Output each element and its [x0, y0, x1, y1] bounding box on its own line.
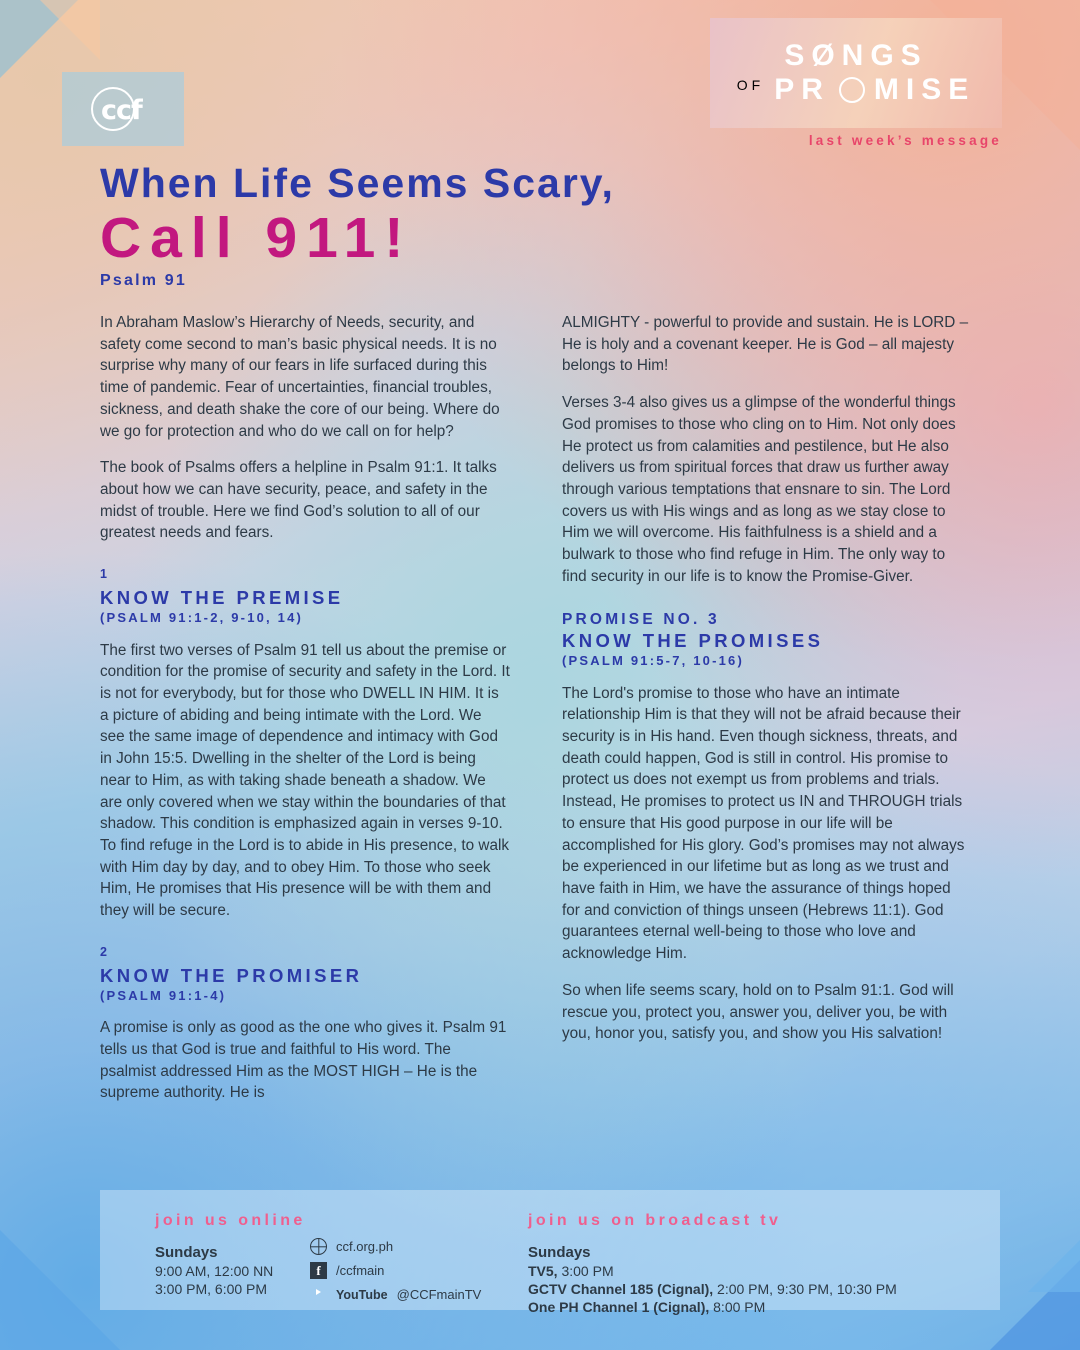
footer-broadcast-line-2: [528, 1281, 897, 1297]
songs-of-promise-logo: [710, 18, 1002, 128]
footer-social-links: [310, 1238, 481, 1310]
section-know-the-premise: [100, 566, 510, 922]
page-title-line2: Call 911!: [100, 206, 413, 270]
section-2-number: 2: [100, 944, 109, 959]
youtube-icon: [310, 1286, 327, 1303]
footer: [100, 1190, 1000, 1315]
globe-icon: [310, 1238, 327, 1255]
footer-link-youtube[interactable]: [310, 1286, 481, 1303]
right-paragraph-2: Verses 3-4 also gives us a glimpse of the wonderful things God promises to those who cling on to Him. Not only does He protect us from calamities and pestilence, but He also delivers us from spiritual forces that draw us further away through various temptations that ensnare to sin. The Lord covers us with His wings and as long as we stay close to Him we will overcome. His faithfulness is a shield and a bulwark to those who find refuge in Him. The only way to find security in our life is to know the Promise-Giver.: [562, 394, 956, 585]
decor-triangle-bottom-right-2: [1028, 1240, 1080, 1292]
footer-online-times-1: 9:00 AM, 12:00 NN: [155, 1263, 274, 1279]
section-3-reference: (PSALM 91:5-7, 10-16): [562, 653, 745, 669]
left-paragraph-1: In Abraham Maslow’s Hierarchy of Needs, security, and safety come second to man’s basic physical needs. It is no surprise why many of our fears in life surfaced during this time of pandemic. Fear of uncertainties, financial troubles, sickness, and death shake the core of our being. Where do we go for protection and who do we call on for help?: [100, 314, 500, 440]
section-1-number: 1: [100, 567, 109, 582]
page-title-line1: When Life Seems Scary,: [100, 160, 615, 206]
facebook-icon: f: [310, 1262, 327, 1279]
left-paragraph-2: The book of Psalms offers a helpline in Psalm 91:1. It talks about how we can have security, peace, and safety in the midst of trouble. Here we find God’s solution to all of our greatest needs and fears.: [100, 459, 497, 542]
ccf-logo-text: ccf: [101, 95, 142, 126]
footer-broadcast-times-2: 2:00 PM, 9:30 PM, 10:30 PM: [717, 1281, 897, 1297]
section-1-heading: KNOW THE PREMISE: [100, 586, 344, 608]
section-3-heading: KNOW THE PROMISES: [562, 630, 824, 651]
footer-online-heading: join us online: [155, 1212, 306, 1229]
section-know-the-promiser: [100, 944, 510, 1104]
ring-icon: [839, 77, 865, 103]
section-2-body: A promise is only as good as the one who gives it. Psalm 91 tells us that God is true and faithful to His word. The psalmist addressed Him as the MOST HIGH – He is the supreme authority. He is: [100, 1019, 507, 1102]
page-subtitle: Psalm 91: [100, 272, 187, 289]
footer-online-day: Sundays: [155, 1244, 218, 1261]
footer-broadcast-channel-3: One PH Channel 1 (Cignal),: [528, 1299, 710, 1315]
footer-broadcast-times-3: 8:00 PM: [713, 1299, 766, 1315]
footer-link-website[interactable]: [310, 1238, 481, 1255]
section-know-the-promises: [562, 610, 972, 1045]
footer-broadcast-line-3: [528, 1299, 897, 1315]
closing-paragraph: So when life seems scary, hold on to Psalm 91:1. God will rescue you, protect you, answer you, deliver you, be with you, honor you, satisfy you, and show you His salvation!: [562, 981, 954, 1043]
footer-facebook-label: /ccfmain: [336, 1263, 385, 1278]
section-1-body: The first two verses of Psalm 91 tell us about the premise or condition for the promise of security and safety in the Lord. It is not for everybody, but for those who DWELL IN HIM. It is a picture of abiding and being intimate with the Lord. We see the same image of dependence and intimacy with God in John 15:5. Dwelling in the shelter of the Lord is being near to Him, as with taking shade beneath a shadow. We are only covered when we stay within the boundaries of that shadow. This condition is emphasized again in verses 9-10. To find refuge in the Lord is to abide in His presence, to walk with Him day by day, and to obey Him. To those who seek Him, He promises that His presence will be with them and they will be secure.: [100, 641, 510, 920]
footer-broadcast-line-1: [528, 1263, 897, 1279]
footer-broadcast-day: Sundays: [528, 1244, 591, 1261]
series-title-pr: PR: [774, 73, 830, 106]
footer-broadcast-times-1: 3:00 PM: [561, 1263, 614, 1279]
footer-broadcast-heading: join us on broadcast tv: [528, 1212, 782, 1229]
footer-broadcast-channel-1: TV5,: [528, 1263, 558, 1279]
right-column: [562, 312, 972, 1060]
footer-link-facebook[interactable]: [310, 1262, 481, 1279]
right-paragraph-1: ALMIGHTY - powerful to provide and sustain. He is LORD – He is holy and a covenant keeper. He is God – all majesty belongs to Him!: [562, 314, 969, 375]
section-3-body: The Lord's promise to those who have an intimate relationship Him is that they will not be afraid because their security is in His hand. Even though sickness, threats, and death could happen, God is still in control. His promise to protect us does not exempt us from problems and trials. Instead, He promises to protect us IN and THROUGH trials to ensure that His good purpose in our life will be accomplished for His glory. God’s promises may not always be experienced in our lifetime but as long as we trust and have faith in Him, we have the assurance of things hoped for and conviction of things unseen (Hebrews 11:1). God guarantees eternal well-being to those who love and acknowledge Him.: [562, 684, 965, 963]
left-column: [100, 312, 510, 1119]
last-week-label: last week’s message: [808, 133, 1002, 148]
footer-join-broadcast: [528, 1212, 897, 1315]
series-title-line2: [737, 73, 976, 107]
section-1-reference: (PSALM 91:1-2, 9-10, 14): [100, 610, 304, 626]
section-3-number: PROMISE NO. 3: [562, 610, 720, 628]
section-2-reference: (PSALM 91:1-4): [100, 987, 227, 1003]
footer-youtube-wordmark: YouTube: [336, 1287, 388, 1302]
section-2-heading: KNOW THE PROMISER: [100, 964, 363, 986]
series-title-line1: SØNGS: [784, 39, 928, 72]
ccf-logo-mark: [89, 87, 157, 131]
footer-youtube-label: @CCFmainTV: [396, 1287, 482, 1302]
decor-triangle-top-left-peach: [40, 0, 100, 60]
footer-online-times-2: 3:00 PM, 6:00 PM: [155, 1281, 268, 1297]
footer-broadcast-channel-2: GCTV Channel 185 (Cignal),: [528, 1281, 714, 1297]
ccf-logo: [62, 72, 184, 146]
series-of-word: OF: [736, 77, 765, 93]
footer-join-online: [155, 1212, 306, 1297]
footer-website-label: ccf.org.ph: [336, 1239, 394, 1254]
series-title-mise: MISE: [873, 73, 976, 106]
